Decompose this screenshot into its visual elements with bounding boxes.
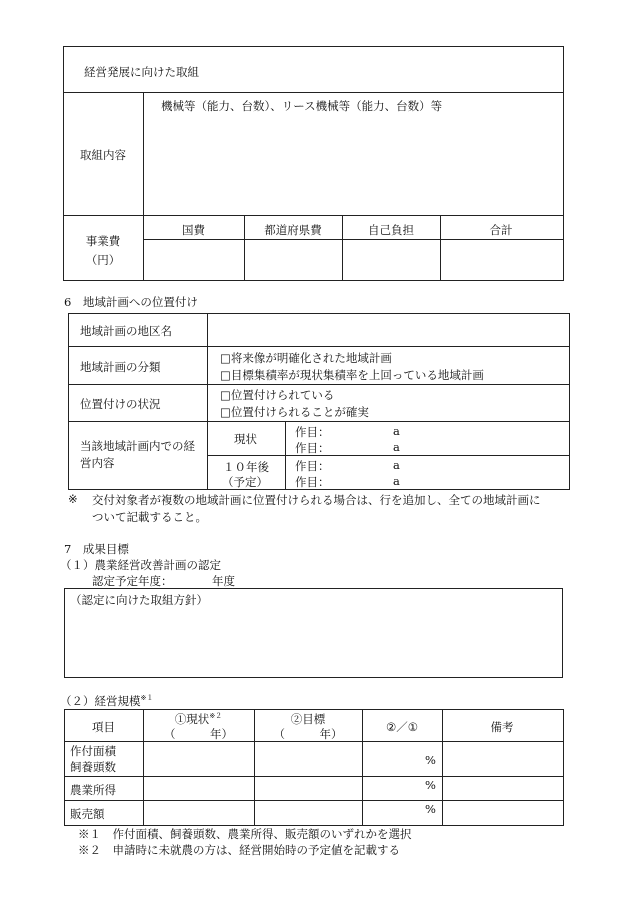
sub2-sup: ※１ — [140, 694, 154, 703]
row-label-area: 作付面積 — [70, 744, 116, 758]
cost-unit: （円） — [85, 253, 121, 267]
row-pct-1: % — [425, 753, 436, 767]
note-text-2: ついて記載すること。 — [92, 510, 207, 524]
note-mark: ※ — [68, 492, 78, 506]
content-label: 取組内容 — [80, 148, 126, 162]
row-label-sales: 販売額 — [70, 807, 105, 821]
row-pct-2: % — [425, 778, 436, 792]
future-crop-2: 作目： — [295, 475, 330, 489]
future-unit-1: a — [393, 458, 400, 472]
mgmt-label: 当該地域計画内での経営内容 — [80, 439, 195, 470]
divider — [285, 421, 286, 489]
status-option-2[interactable]: □位置付けられることが確実 — [220, 405, 369, 419]
divider — [207, 455, 569, 456]
header-remarks: 備考 — [490, 720, 514, 734]
divider — [68, 346, 569, 347]
divider — [68, 384, 569, 385]
divider — [63, 92, 563, 93]
cost-header-total: 合計 — [489, 223, 513, 237]
divider — [143, 239, 563, 240]
sub2-heading — [60, 693, 153, 709]
policy-label: （認定に向けた取組方針） — [70, 593, 208, 607]
current-unit-2: a — [393, 440, 400, 454]
section7-heading: 7 成果目標 — [64, 542, 129, 556]
sub2-heading-text: （２）経営規模 — [60, 694, 141, 708]
header-item: 項目 — [92, 720, 115, 734]
header-target-year: （ 年） — [273, 727, 343, 741]
cost-header-self: 自己負担 — [368, 223, 414, 237]
status-option-1[interactable]: □位置付けられている — [220, 388, 335, 402]
footnote-1: ※１ 作付面積、飼養頭数、農業所得、販売額のいずれかを選択 — [78, 827, 412, 841]
divider — [68, 421, 569, 422]
note-text: 交付対象者が複数の地域計画に位置付けられる場合は、行を追加し、全ての地域計画に — [92, 493, 541, 507]
cost-header-national: 国費 — [182, 223, 205, 237]
header-current-text: ①現状 — [174, 712, 210, 726]
row-label-income: 農業所得 — [70, 783, 116, 797]
divider — [64, 776, 563, 777]
current-unit-1: a — [393, 424, 400, 438]
header-ratio: ②／① — [385, 720, 419, 734]
header-target: ②目標 — [290, 712, 326, 726]
district-label: 地域計画の地区名 — [80, 324, 172, 338]
current-label: 現状 — [234, 432, 257, 446]
footnote-2: ※２ 申請時に未就農の方は、経営開始時の予定値を記載する — [78, 843, 400, 857]
future-sub: （予定） — [222, 475, 268, 489]
divider — [63, 215, 563, 216]
sub1-heading: （１）農業経営改善計画の認定 — [60, 558, 221, 572]
status-label: 位置付けの状況 — [80, 397, 161, 411]
row-label-heads: 飼養頭数 — [70, 760, 116, 774]
class-option-1[interactable]: □将来像が明確化された地域計画 — [220, 351, 392, 365]
divider — [207, 313, 208, 489]
header-current — [143, 711, 254, 727]
divider — [143, 92, 144, 280]
current-crop-2: 作目： — [295, 441, 330, 455]
section6-heading: 6 地域計画への位置付け — [64, 295, 198, 309]
header-current-sup: ※２ — [209, 712, 223, 721]
divider — [64, 800, 563, 801]
sub1-year-unit: 年度 — [212, 574, 235, 588]
cost-label: 事業費 — [85, 234, 121, 248]
class-label: 地域計画の分類 — [80, 360, 161, 374]
cost-header-prefecture: 都道府県費 — [264, 223, 322, 237]
initiative-title: 経営発展に向けた取組 — [84, 65, 199, 79]
future-label: １０年後 — [223, 460, 269, 474]
class-option-2[interactable]: □目標集積率が現状集積率を上回っている地域計画 — [220, 368, 484, 382]
row-pct-3: % — [425, 802, 436, 816]
header-current-year: （ 年） — [164, 727, 233, 741]
future-unit-2: a — [393, 474, 400, 488]
sub1-year-label: 認定予定年度： — [92, 574, 173, 588]
content-text: 機械等（能力、台数）、リース機械等（能力、台数）等 — [161, 99, 443, 113]
future-crop-1: 作目： — [295, 459, 330, 473]
current-crop-1: 作目： — [295, 425, 330, 439]
